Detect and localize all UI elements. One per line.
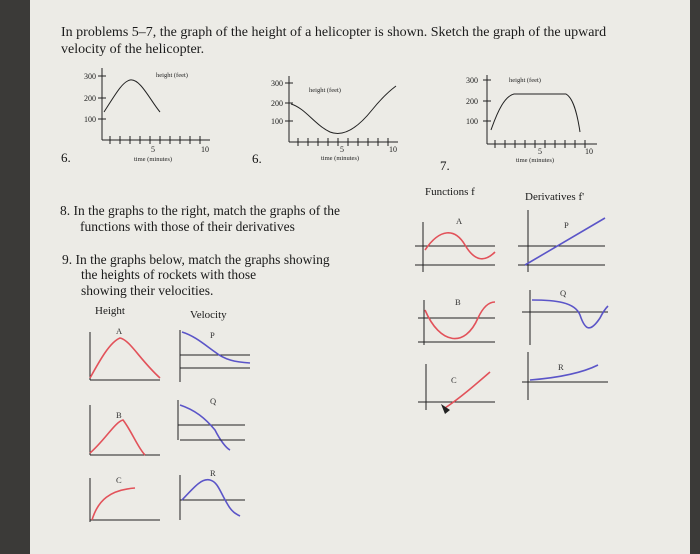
q9-letter-q: Q	[210, 396, 217, 406]
height-curve	[291, 86, 396, 133]
q9-velocity-header: Velocity	[190, 309, 227, 321]
xtick-10: 10	[201, 145, 209, 154]
q8-functions-header: Functions f	[425, 186, 475, 198]
y-axis-label: height (feet)	[509, 77, 541, 84]
problem-graph-2	[252, 76, 398, 166]
ytick-200: 200	[84, 94, 96, 103]
q9-line-1: 9. In the graphs below, match the graphs showing	[62, 252, 330, 267]
q8-letter-c: C	[451, 375, 457, 385]
q8-function-graph-a	[415, 216, 495, 272]
ytick-200: 200	[466, 97, 478, 106]
q8-line-2: functions with those of their derivatives	[80, 219, 295, 234]
title-line-2: velocity of the helicopter.	[61, 42, 205, 57]
ytick-300: 300	[271, 79, 283, 88]
q9-line-3: showing their velocities.	[81, 283, 214, 298]
title-line-1: In problems 5–7, the graph of the height of a helicopter is shown. Sketch the graph of the upward	[61, 25, 607, 40]
problem-number: 7.	[440, 158, 450, 173]
ytick-100: 100	[466, 117, 478, 126]
xtick-5: 5	[340, 145, 344, 154]
x-axis-label: time (minutes)	[321, 155, 360, 162]
ytick-100: 100	[271, 117, 283, 126]
y-axis-label: height (feet)	[309, 87, 341, 94]
q9-height-graph-b	[90, 405, 160, 455]
xtick-10: 10	[389, 145, 397, 154]
q9-letter-a: A	[116, 326, 123, 336]
x-axis-label: time (minutes)	[134, 156, 173, 163]
q8-derivative-graph-p	[518, 210, 605, 272]
q8-derivative-graph-r	[522, 352, 608, 400]
q9-velocity-graph-p	[180, 330, 250, 382]
q8-line-1: 8. In the graphs to the right, match the graphs of the	[60, 203, 341, 218]
y-axis-label: height (feet)	[156, 72, 188, 79]
xtick-10: 10	[585, 147, 593, 156]
q8-letter-q: Q	[560, 288, 567, 298]
q8-derivative-graph-q	[522, 288, 608, 345]
ytick-200: 200	[271, 99, 283, 108]
q8-derivatives-header: Derivatives f'	[525, 191, 585, 203]
q8-letter-p: P	[564, 220, 569, 230]
problem-graph-1	[61, 68, 210, 165]
problem-number: 6.	[252, 151, 262, 166]
ytick-100: 100	[84, 115, 96, 124]
problem-graph-3	[440, 75, 597, 173]
ytick-300: 300	[84, 72, 96, 81]
q8-function-graph-b	[418, 297, 495, 345]
q9-letter-r: R	[210, 468, 216, 478]
q9-height-graph-a	[90, 326, 160, 380]
height-curve	[491, 94, 580, 132]
q8-function-graph-c	[418, 364, 495, 414]
q9-letter-c: C	[116, 475, 122, 485]
xtick-5: 5	[151, 145, 155, 154]
x-axis-label: time (minutes)	[516, 157, 555, 164]
q9-velocity-graph-q	[178, 396, 245, 450]
q9-letter-p: P	[210, 330, 215, 340]
problem-number: 6.	[61, 150, 71, 165]
q9-height-graph-c	[90, 475, 160, 522]
q9-letter-b: B	[116, 410, 122, 420]
q9-velocity-graph-r	[180, 468, 245, 520]
q9-line-2: the heights of rockets with those	[81, 267, 257, 282]
q8-letter-b: B	[455, 297, 461, 307]
height-curve	[104, 80, 160, 112]
xtick-5: 5	[538, 147, 542, 156]
q9-height-header: Height	[95, 305, 125, 317]
ytick-300: 300	[466, 76, 478, 85]
q8-letter-r: R	[558, 362, 564, 372]
q8-letter-a: A	[456, 216, 463, 226]
